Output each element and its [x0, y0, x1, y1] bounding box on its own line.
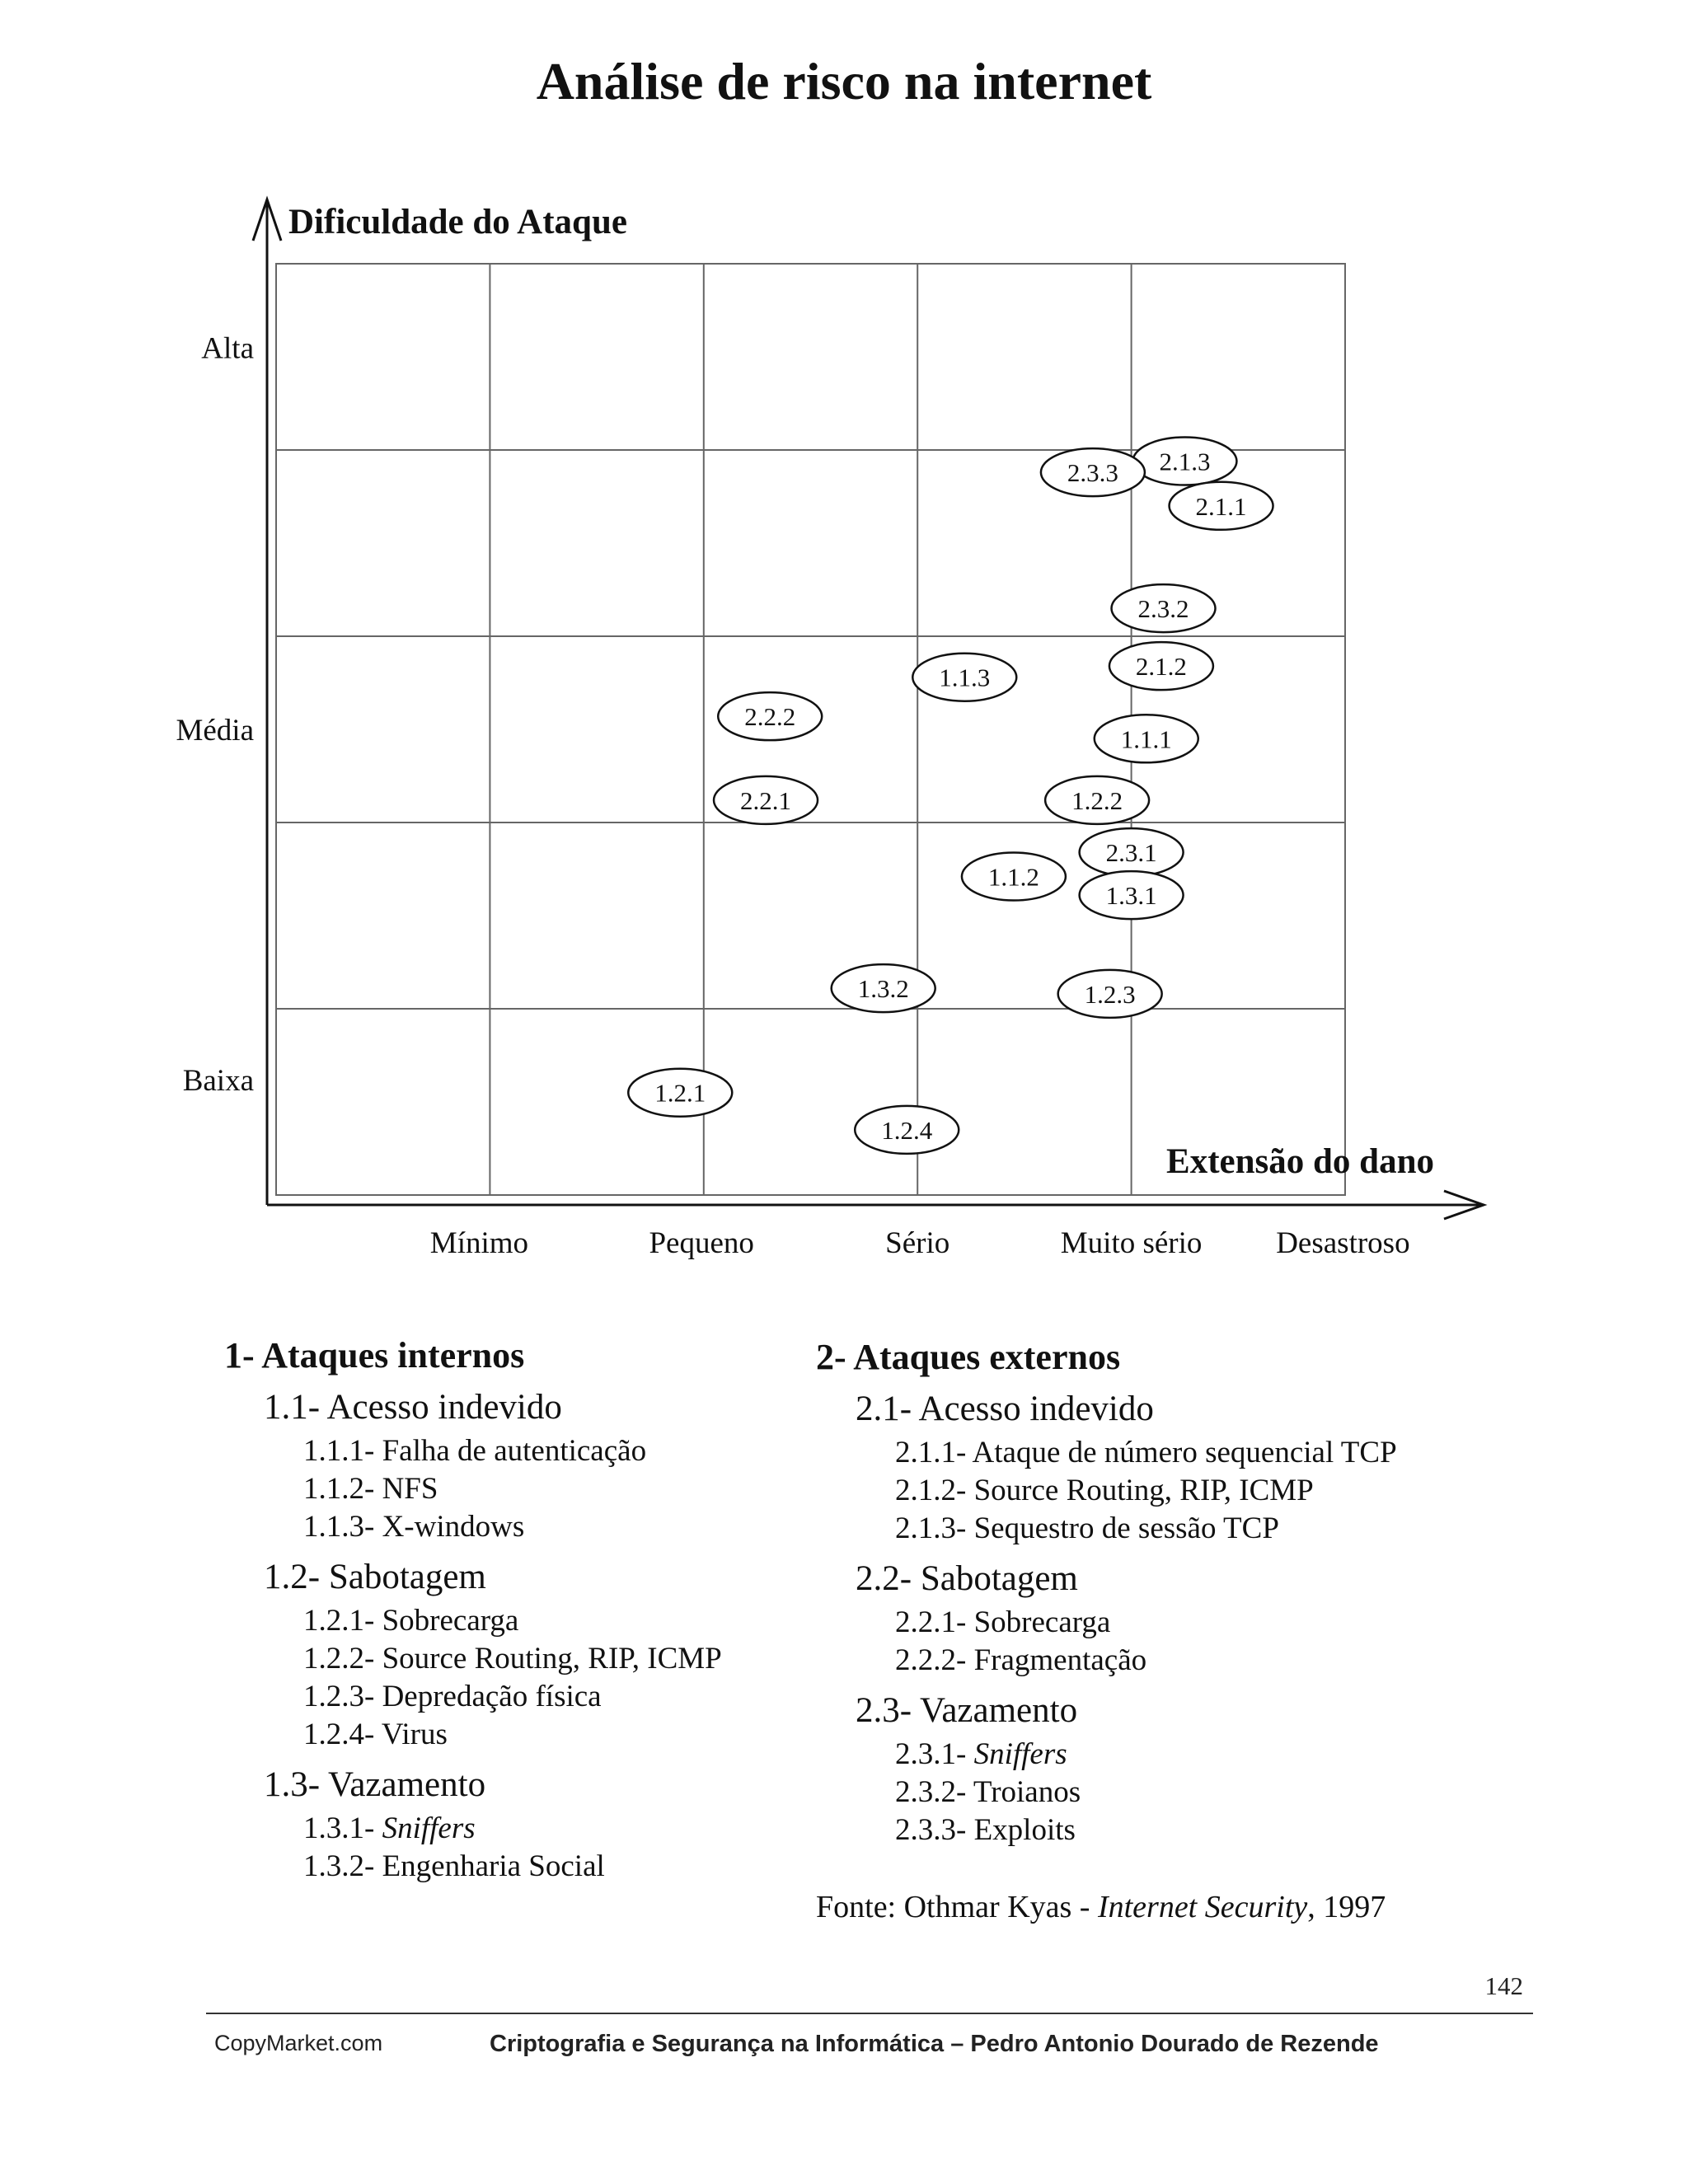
legend-item-code: 2.2.2-	[895, 1643, 974, 1677]
legend-item	[303, 1470, 801, 1508]
legend-item	[303, 1602, 801, 1640]
data-point-label: 1.1.3	[939, 663, 991, 692]
legend-item	[895, 1472, 1574, 1510]
footer-site: CopyMarket.com	[214, 2031, 383, 2055]
data-point-label: 1.3.1	[1105, 881, 1157, 911]
legend-item-code: 1.3.1-	[303, 1811, 382, 1845]
data-point-label: 2.2.2	[744, 702, 796, 732]
legend-item	[895, 1604, 1574, 1642]
data-point-label: 1.3.2	[857, 974, 909, 1004]
legend-item-text: Depredação física	[382, 1680, 602, 1713]
data-point-label: 2.1.1	[1195, 491, 1247, 521]
legend-item-text: Sobrecarga	[382, 1604, 519, 1638]
legend-item-text: Sniffers	[382, 1811, 476, 1845]
x-tick-label: Muito sério	[1060, 1226, 1203, 1260]
legend-item-code: 1.1.2-	[303, 1472, 382, 1506]
chart-points	[628, 438, 1273, 1154]
y-axis-label: Dificuldade do Ataque	[288, 203, 627, 241]
footer-divider	[206, 2013, 1533, 2014]
legend-item	[303, 1848, 801, 1886]
legend-item	[895, 1774, 1574, 1811]
page-number: 142	[1484, 1971, 1523, 2000]
legend-item-code: 1.3.2-	[303, 1849, 382, 1883]
source-suffix: , 1997	[1307, 1890, 1386, 1924]
legend-item-code: 2.3.2-	[895, 1775, 973, 1809]
legend-group-title: 2.2- Sabotagem	[856, 1559, 1078, 1598]
page-title: Análise de risco na internet	[536, 52, 1152, 110]
legend-item-text: Falha de autenticação	[382, 1434, 647, 1468]
legend-item-text: Engenharia Social	[382, 1849, 605, 1883]
legend-item	[303, 1640, 801, 1678]
legend-item-code: 1.2.4-	[303, 1718, 382, 1751]
x-tick-label: Sério	[885, 1226, 950, 1260]
legend-item-text: Source Routing, RIP, ICMP	[973, 1474, 1314, 1507]
legend-item-list	[816, 1736, 1574, 1849]
data-point-label: 2.3.3	[1067, 458, 1118, 488]
x-tick-labels	[430, 1226, 1410, 1260]
legend-item-text: X-windows	[382, 1510, 525, 1544]
chart-axes	[253, 199, 1484, 1219]
legend-item-text: Ataque de número sequencial TCP	[972, 1436, 1397, 1469]
legend-item	[895, 1642, 1574, 1680]
legend-external-attacks	[816, 1330, 1574, 1856]
data-point-label: 2.1.3	[1159, 447, 1211, 476]
data-point-label: 1.1.2	[987, 862, 1039, 892]
legend-item	[895, 1811, 1574, 1849]
data-point-label: 1.2.3	[1084, 979, 1136, 1009]
legend-item-text: Source Routing, RIP, ICMP	[382, 1642, 722, 1675]
x-tick-label: Pequeno	[649, 1226, 754, 1260]
legend-item-list	[816, 1434, 1574, 1548]
legend-item	[303, 1678, 801, 1716]
legend-item-code: 2.3.3-	[895, 1813, 974, 1847]
legend-group-title: 2.3- Vazamento	[856, 1691, 1078, 1730]
y-tick-label: Alta	[201, 331, 254, 366]
legend-item-list	[224, 1432, 801, 1546]
legend-item	[895, 1510, 1574, 1548]
source-prefix: Fonte: Othmar Kyas -	[816, 1890, 1098, 1924]
data-point-label: 1.2.2	[1071, 785, 1123, 815]
y-tick-label: Média	[176, 714, 254, 748]
legend-item-text: Sniffers	[973, 1737, 1067, 1771]
footer-book-title: Criptografia e Segurança na Informática – Pedro Antonio Dourado de Rezende	[490, 2031, 1379, 2057]
legend-group-title: 2.1- Acesso indevido	[856, 1390, 1154, 1428]
legend-item-code: 1.2.3-	[303, 1680, 382, 1713]
legend-item	[303, 1716, 801, 1754]
data-point-label: 2.1.2	[1135, 652, 1187, 682]
legend-group-title: 1.1- Acesso indevido	[264, 1388, 562, 1427]
legend-item-code: 2.1.1-	[895, 1436, 973, 1469]
data-point-label: 1.2.1	[654, 1078, 706, 1108]
data-point-label: 1.2.4	[881, 1115, 933, 1145]
legend-item-code: 2.1.2-	[895, 1474, 974, 1507]
legend-item-list	[224, 1602, 801, 1754]
source-title: Internet Security	[1097, 1890, 1308, 1924]
x-axis-label: Extensão do dano	[1166, 1142, 1434, 1181]
legend-item-text: Fragmentação	[973, 1643, 1147, 1677]
data-point-label: 1.1.1	[1120, 724, 1172, 754]
legend-item-text: NFS	[382, 1472, 438, 1506]
legend-item	[895, 1736, 1574, 1774]
legend-item-code: 2.1.3-	[895, 1511, 974, 1545]
data-point-label: 2.3.2	[1137, 594, 1189, 624]
y-tick-labels	[176, 332, 254, 1098]
source-citation	[816, 1889, 1386, 1925]
legend-heading: 1- Ataques internos	[224, 1335, 525, 1376]
legend-item-text: Sobrecarga	[973, 1605, 1111, 1639]
legend-group-title: 1.3- Vazamento	[264, 1765, 486, 1804]
data-point-label: 2.3.1	[1105, 838, 1157, 868]
legend-item	[895, 1434, 1574, 1472]
legend-item-code: 1.2.2-	[303, 1642, 382, 1675]
legend-heading: 2- Ataques externos	[816, 1337, 1121, 1377]
legend-item-text: Troianos	[973, 1775, 1081, 1809]
legend-item-text: Exploits	[973, 1813, 1076, 1847]
legend-item-list	[816, 1604, 1574, 1680]
legend-group-title: 1.2- Sabotagem	[264, 1558, 486, 1596]
legend-item-list	[224, 1810, 801, 1886]
x-tick-label: Mínimo	[429, 1226, 529, 1260]
x-tick-label: Desastroso	[1276, 1226, 1410, 1260]
legend-item	[303, 1508, 801, 1546]
legend-item-code: 1.1.3-	[303, 1510, 382, 1544]
legend-item-code: 2.2.1-	[895, 1605, 974, 1639]
legend-item-code: 1.1.1-	[303, 1434, 382, 1468]
legend-item	[303, 1432, 801, 1470]
legend-internal-attacks	[224, 1329, 801, 1892]
legend-item-text: Virus	[381, 1718, 448, 1751]
legend-item-code: 2.3.1-	[895, 1737, 974, 1771]
y-tick-label: Baixa	[182, 1063, 254, 1098]
legend-item	[303, 1810, 801, 1848]
legend-item-text: Sequestro de sessão TCP	[973, 1511, 1279, 1545]
legend-item-code: 1.2.1-	[303, 1604, 382, 1638]
data-point-label: 2.2.1	[740, 785, 792, 815]
